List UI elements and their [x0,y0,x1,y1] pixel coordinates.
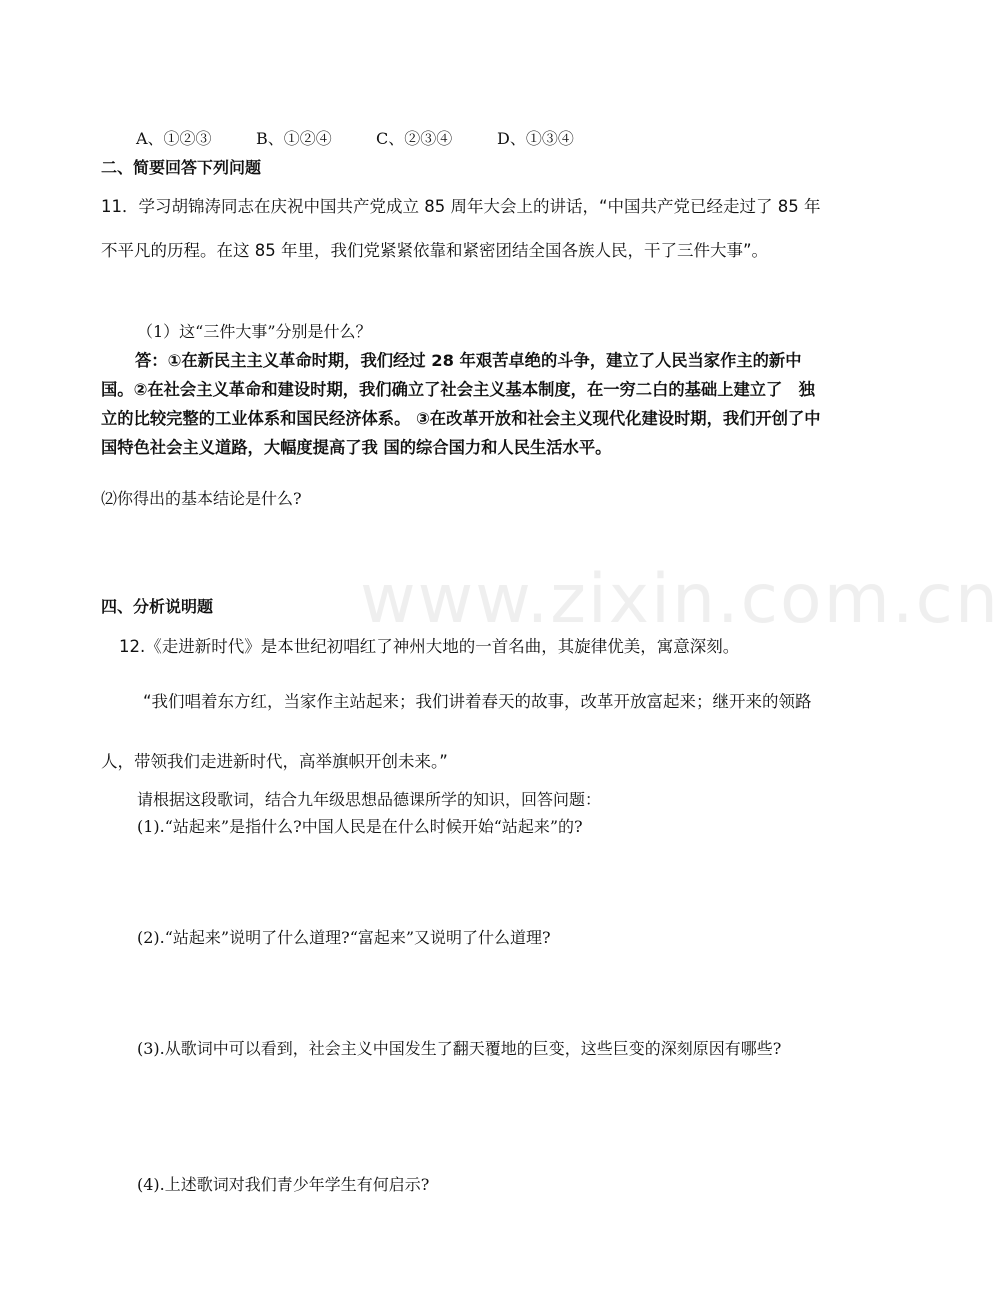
question-11-part-1: （1）这“三件大事”分别是什么？ [137,322,372,341]
watermark: www.zixin.com.cn [360,560,1000,639]
question-12-part-3: (3).从歌词中可以看到，社会主义中国发生了翻天覆地的巨变，这些巨变的深刻原因有哪些? [137,1039,782,1058]
question-12-part-2: (2).“站起来”说明了什么道理?“富起来”又说明了什么道理? [137,928,551,947]
question-12: 12.《走进新时代》是本世纪初唱红了神州大地的一首名曲，其旋律优美，寓意深刻。 [119,637,740,656]
question-12-part-4: (4).上述歌词对我们青少年学生有何启示? [137,1175,430,1194]
answer-options [136,128,574,150]
instruction-text: 请根据这段歌词，结合九年级思想品德课所学的知识，回答问题： [137,790,602,809]
option-a: A、①②③ [136,129,212,148]
section-heading-2: 二、简要回答下列问题 [101,158,262,177]
question-11: 11．学习胡锦涛同志在庆祝中国共产党成立 85 周年大会上的讲话，“中国共产党已经走过了 85 年不平凡的历程。在这 85 年里，我们党紧紧依靠和紧密团结全国各族人民，干了三件大事”。 [101,197,821,260]
option-d: D、①③④ [497,129,574,148]
question-12-part-1: (1).“站起来”是指什么?中国人民是在什么时候开始“站起来”的? [137,817,583,836]
answer-11-part-1: 答：①在新民主主义革命时期，我们经过 28 年艰苦卓绝的斗争，建立了人民当家作主的新中国。②在社会主义革命和建设时期，我们确立了社会主义基本制度，在一穷二白的基础上建立了 独立的比较完整的工业体系和国民经济体系。 ③在改革开放和社会主义现代化建设时期，我们开创了中国特色社会主义道路，大幅度提高了我 国的综合国力和人民生活水平。 [101,351,821,457]
option-b: B、①②④ [256,129,332,148]
option-c: C、②③④ [376,129,453,148]
lyrics-quote: “我们唱着东方红，当家作主站起来；我们讲着春天的故事，改革开放富起来；继开来的领路人，带领我们走进新时代，高举旗帜开创未来。” [101,692,812,771]
question-11-part-2: ⑵你得出的基本结论是什么? [101,489,302,508]
section-heading-4: 四、分析说明题 [101,597,214,616]
